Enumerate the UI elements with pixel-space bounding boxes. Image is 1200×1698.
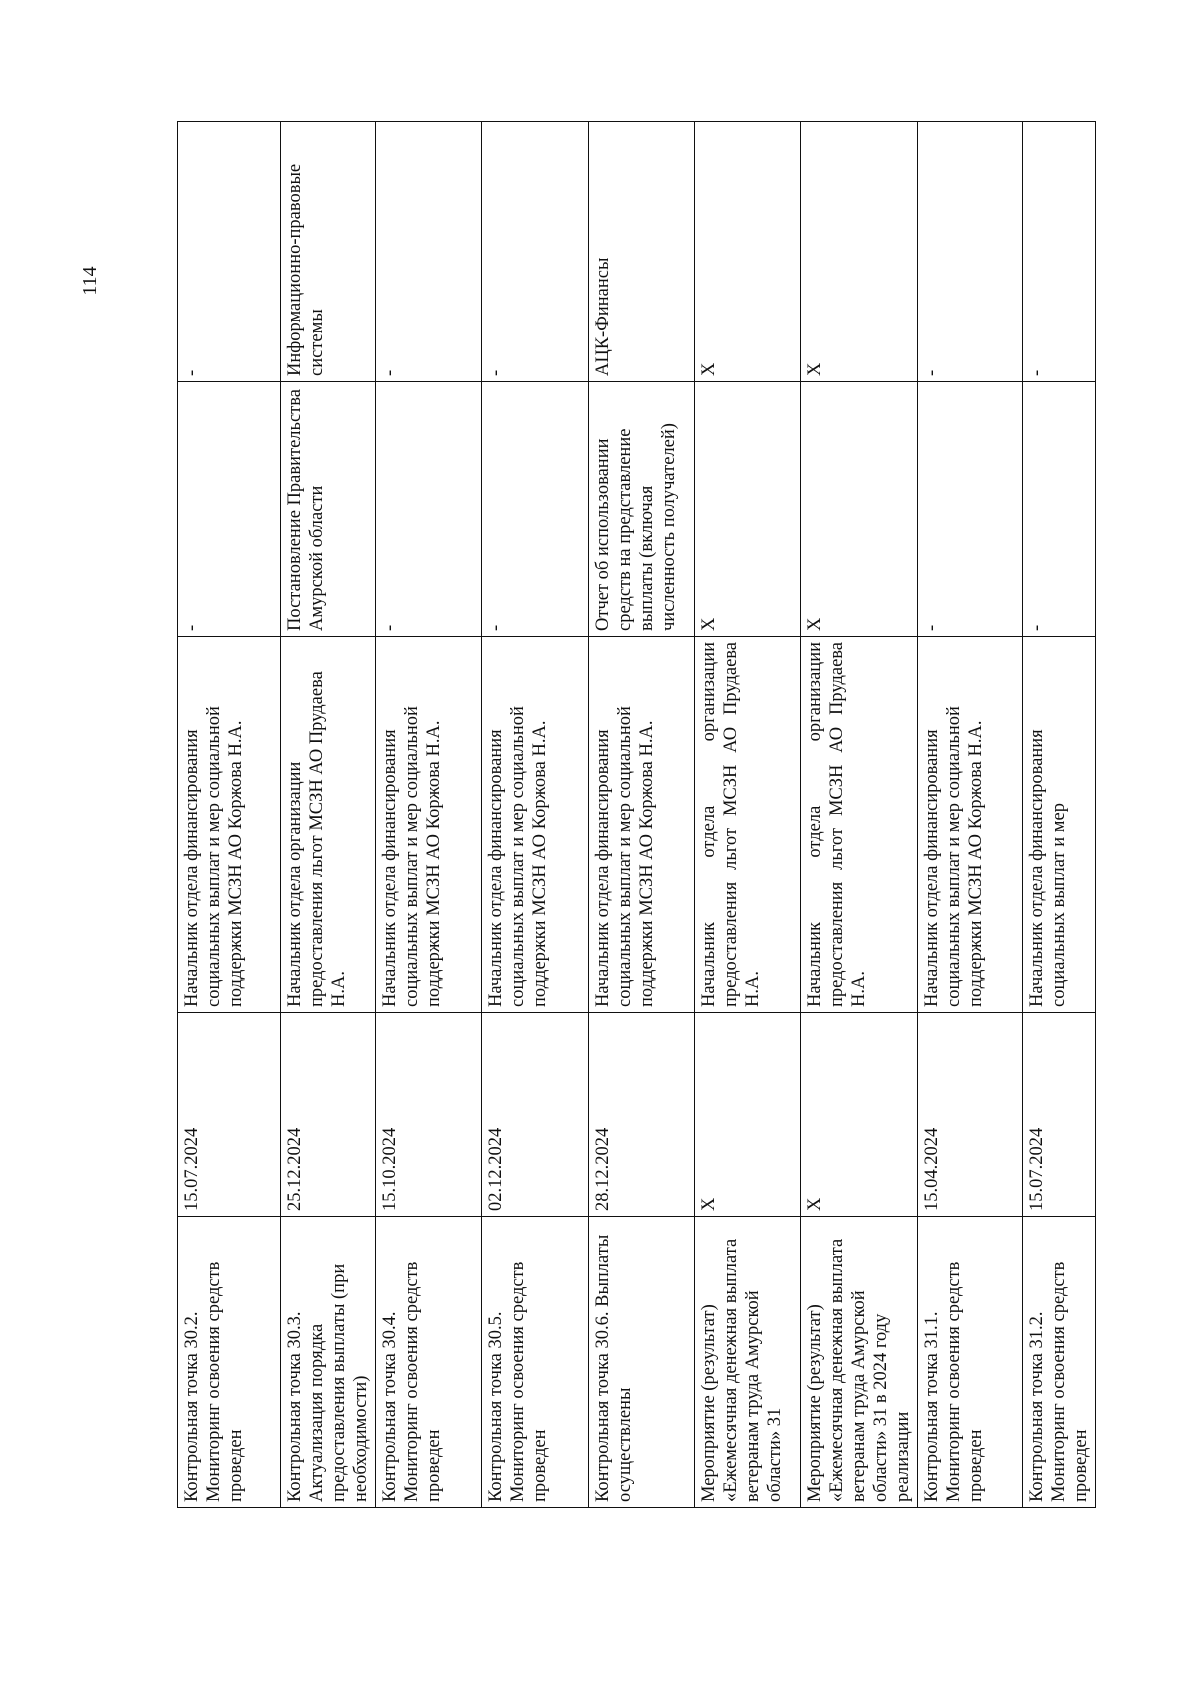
document-cell: Отчет об использовании средств на представление выплаты (включая численность получателей) — [589, 382, 695, 637]
control-point-cell: Контрольная точка 30.6. Выплаты осуществлены — [589, 1217, 695, 1508]
responsible-cell: Начальник отдела финансирования социальных выплат и мер — [1023, 637, 1096, 1013]
control-point-cell: Контрольная точка 31.2. Мониторинг освоения средств проведен — [1023, 1217, 1096, 1508]
table-row — [376, 122, 482, 1508]
document-cell: Постановление Правительства Амурской области — [281, 382, 376, 637]
control-point-cell: Контрольная точка 30.5. Мониторинг освоения средств проведен — [482, 1217, 589, 1508]
document-cell: - — [482, 382, 589, 637]
page-number: 114 — [79, 266, 101, 296]
responsible-cell: Начальник отдела организации предоставления льгот МСЗН АО Прудаева Н.А. — [695, 637, 801, 1013]
table-row — [281, 122, 376, 1508]
info-system-cell: Информационно-правовые системы — [281, 122, 376, 382]
control-point-cell: Контрольная точка 31.1. Мониторинг освоения средств проведен — [918, 1217, 1023, 1508]
date-cell: 15.04.2024 — [918, 1013, 1023, 1217]
control-point-cell: Контрольная точка 30.3. Актуализация порядка предоставления выплаты (при необходимости) — [281, 1217, 376, 1508]
info-system-cell: - — [1023, 122, 1096, 382]
info-system-cell: X — [695, 122, 801, 382]
control-point-cell: Мероприятие (результат) «Ежемесячная денежная выплата ветеранам труда Амурской области» 31 в 2024 году реализации — [801, 1217, 918, 1508]
responsible-cell: Начальник отдела финансирования социальных выплат и мер социальной поддержки МСЗН АО Коржова Н.А. — [178, 637, 281, 1013]
info-system-cell: - — [178, 122, 281, 382]
responsible-cell: Начальник отдела финансирования социальных выплат и мер социальной поддержки МСЗН АО Коржова Н.А. — [482, 637, 589, 1013]
info-system-cell: - — [918, 122, 1023, 382]
date-cell: X — [695, 1013, 801, 1217]
info-system-cell: АЦК-Финансы — [589, 122, 695, 382]
document-cell: - — [1023, 382, 1096, 637]
document-cell: - — [376, 382, 482, 637]
table-row — [1023, 122, 1096, 1508]
rotated-table-wrapper — [177, 122, 1091, 1508]
responsible-cell: Начальник отдела финансирования социальных выплат и мер социальной поддержки МСЗН АО Коржова Н.А. — [589, 637, 695, 1013]
date-cell: 15.10.2024 — [376, 1013, 482, 1217]
control-points-table — [177, 121, 1096, 1508]
date-cell: 15.07.2024 — [1023, 1013, 1096, 1217]
table-row — [695, 122, 801, 1508]
responsible-cell: Начальник отдела финансирования социальных выплат и мер социальной поддержки МСЗН АО Коржова Н.А. — [376, 637, 482, 1013]
info-system-cell: X — [801, 122, 918, 382]
control-point-cell: Мероприятие (результат) «Ежемесячная денежная выплата ветеранам труда Амурской области» 31 — [695, 1217, 801, 1508]
document-cell: - — [178, 382, 281, 637]
responsible-cell: Начальник отдела финансирования социальных выплат и мер социальной поддержки МСЗН АО Коржова Н.А. — [918, 637, 1023, 1013]
date-cell: 28.12.2024 — [589, 1013, 695, 1217]
date-cell: 02.12.2024 — [482, 1013, 589, 1217]
responsible-cell: Начальник отдела организации предоставления льгот МСЗН АО Прудаева Н.А. — [281, 637, 376, 1013]
info-system-cell: - — [482, 122, 589, 382]
control-point-cell: Контрольная точка 30.4. Мониторинг освоения средств проведен — [376, 1217, 482, 1508]
document-cell: X — [801, 382, 918, 637]
table-row — [801, 122, 918, 1508]
date-cell: 15.07.2024 — [178, 1013, 281, 1217]
document-cell: X — [695, 382, 801, 637]
date-cell: 25.12.2024 — [281, 1013, 376, 1217]
info-system-cell: - — [376, 122, 482, 382]
table-row — [482, 122, 589, 1508]
table-row — [589, 122, 695, 1508]
date-cell: X — [801, 1013, 918, 1217]
control-point-cell: Контрольная точка 30.2. Мониторинг освоения средств проведен — [178, 1217, 281, 1508]
table-row — [178, 122, 281, 1508]
document-cell: - — [918, 382, 1023, 637]
table-row — [918, 122, 1023, 1508]
responsible-cell: Начальник отдела организации предоставления льгот МСЗН АО Прудаева Н.А. — [801, 637, 918, 1013]
